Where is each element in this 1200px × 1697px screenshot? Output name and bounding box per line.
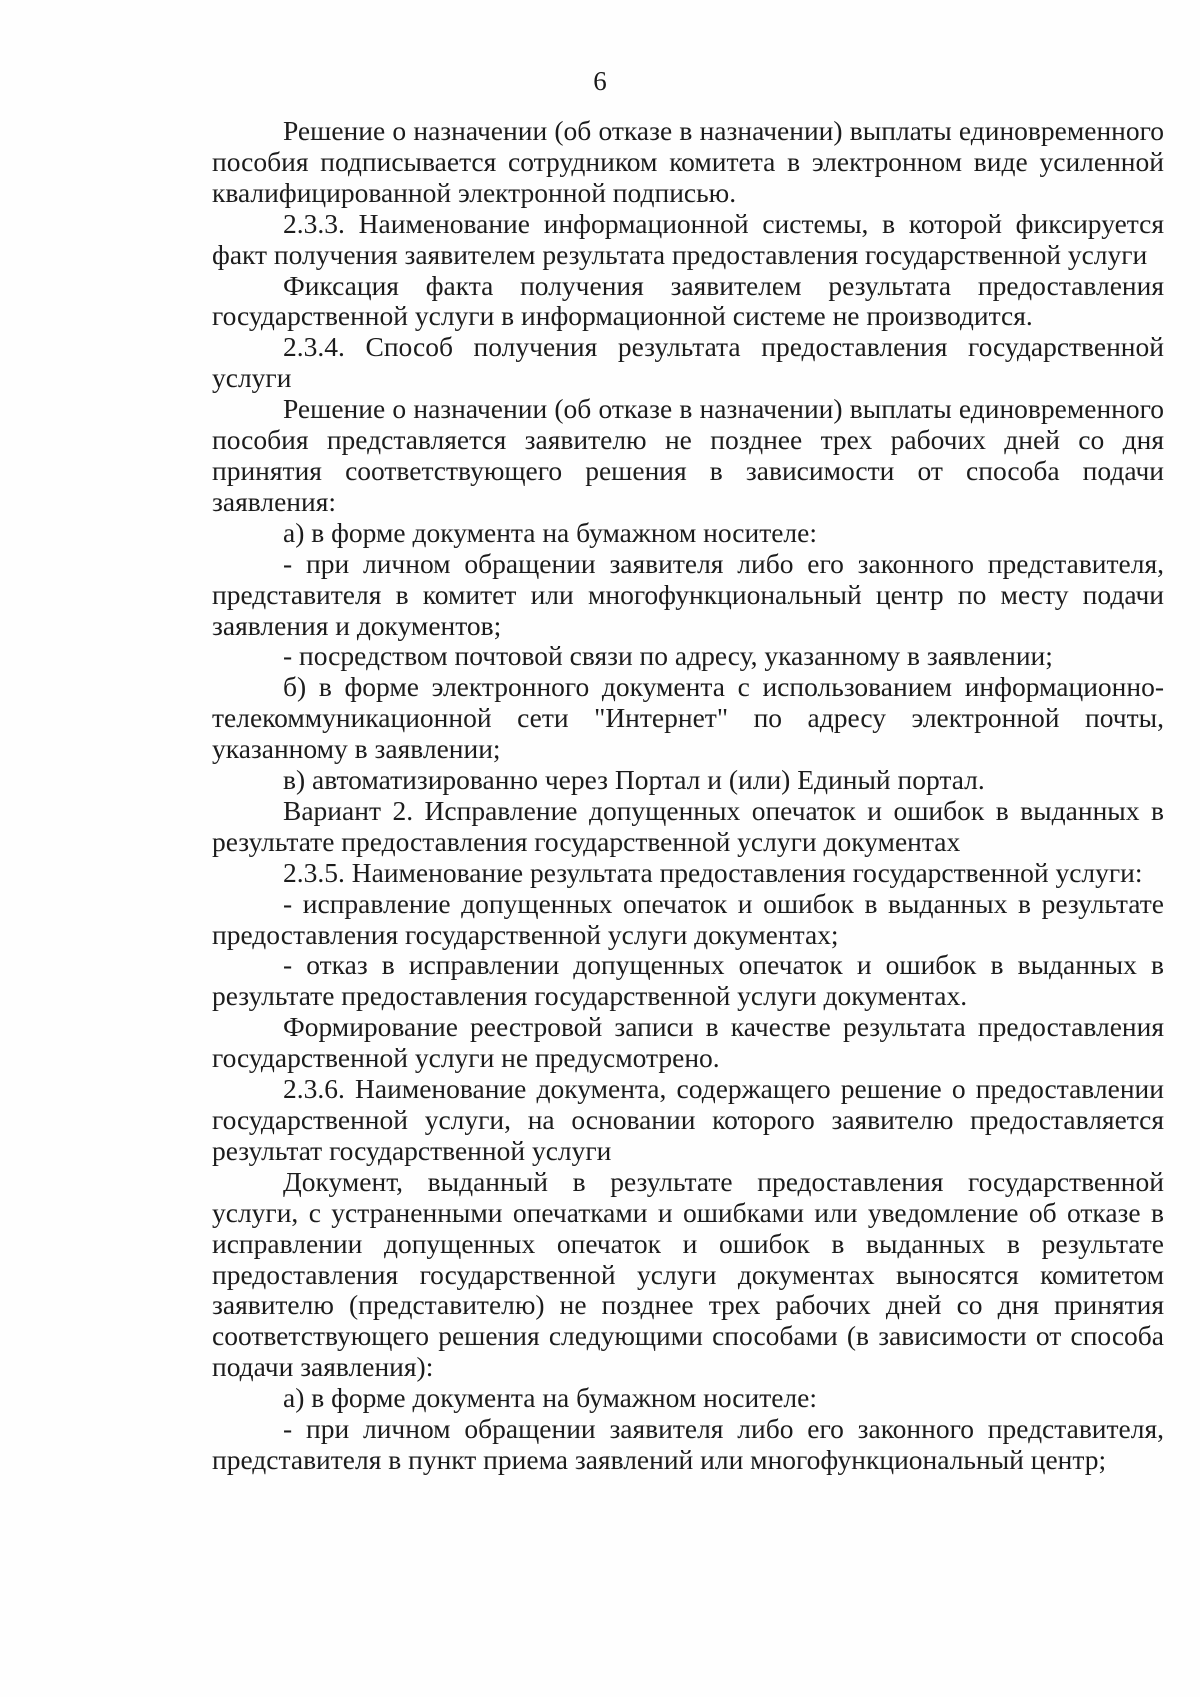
list-item-refusal: - отказ в исправлении допущенных опечаток и ошибок в выданных в результате предоставления государственной услуги документах.: [212, 949, 1164, 1012]
list-item-a-paper: а) в форме документа на бумажном носителе:: [283, 516, 817, 548]
paragraph-fixation: Фиксация факта получения заявителем результата предоставления государственной услуги в информационной системе не производится.: [212, 269, 1164, 332]
paragraph-document-issued: Документ, выданный в результате предоставления государственной услуги, с устраненными опечатками и ошибками или уведомление об отказе в исправлении допущенных опечаток и ошибок в выданных в результате предоставления государственной услуги документах выносятся комитетом заявителю (представителю) не позднее трех рабочих дней со дня принятия соответствующего решения следующими способами (в зависимости от способа подачи заявления):: [212, 1165, 1164, 1383]
section-2-3-3-heading: 2.3.3. Наименование информационной системы, в которой фиксируется факт получения заявителем результата предоставления государственной услуги: [212, 207, 1164, 270]
document-body: [212, 116, 1164, 1476]
page-number: 6: [593, 66, 607, 96]
paragraph-decision-delivery: Решение о назначении (об отказе в назначении) выплаты единовременного пособия представляется заявителю не позднее трех рабочих дней со дня принятия соответствующего решения в зависимости от способа подачи заявления:: [212, 393, 1164, 517]
list-item-a-paper-2: а) в форме документа на бумажном носителе:: [283, 1382, 817, 1414]
section-2-3-6-heading: 2.3.6. Наименование документа, содержащего решение о предоставлении государственной услуги, на основании которого заявителю предоставляется результат государственной услуги: [212, 1073, 1164, 1166]
list-item-personal-visit: - при личном обращении заявителя либо его законного представителя, представителя в комитет или многофункциональный центр по месту подачи заявления и документов;: [212, 547, 1164, 641]
list-item-b-electronic: б) в форме электронного документа с использованием информационно-телекоммуникационной сети "Интернет" по адресу электронной почты, указанному в заявлении;: [212, 671, 1164, 765]
list-item-correction: - исправление допущенных опечаток и ошибок в выданных в результате предоставления государственной услуги документах;: [212, 887, 1164, 950]
list-item-c-portal: в) автоматизированно через Портал и (или) Единый портал.: [283, 764, 985, 796]
section-2-3-4-heading: 2.3.4. Способ получения результата предоставления государственной услуги: [212, 331, 1164, 394]
variant-2-heading: Вариант 2. Исправление допущенных опечаток и ошибок в выданных в результате предоставления государственной услуги документах: [212, 794, 1164, 857]
paragraph-registry-record: Формирование реестровой записи в качестве результата предоставления государственной услуги не предусмотрено.: [212, 1011, 1164, 1074]
list-item-personal-visit-2: - при личном обращении заявителя либо его законного представителя, представителя в пункт приема заявлений или многофункциональный центр;: [212, 1413, 1164, 1475]
list-item-postal: - посредством почтовой связи по адресу, указанному в заявлении;: [283, 640, 1053, 672]
paragraph-decision-signature: Решение о назначении (об отказе в назначении) выплаты единовременного пособия подписывается сотрудником комитета в электронном виде усиленной квалифицированной электронной подписью.: [212, 115, 1164, 208]
section-2-3-5-heading: 2.3.5. Наименование результата предоставления государственной услуги:: [283, 856, 1143, 888]
